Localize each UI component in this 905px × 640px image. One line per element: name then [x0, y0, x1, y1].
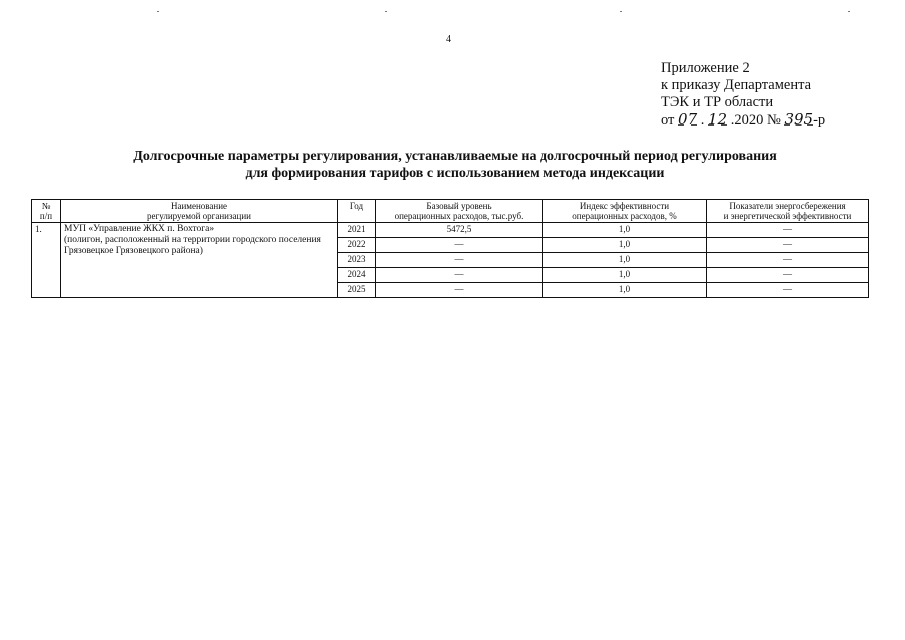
efficiency-index-cell: 1,0	[543, 268, 707, 283]
document-title	[60, 148, 850, 182]
header-base-level	[376, 200, 543, 223]
appendix-line3: ТЭК и ТР области	[661, 94, 774, 110]
scan-mark	[157, 11, 159, 12]
year-cell: 2025	[338, 283, 376, 298]
scan-mark	[385, 11, 387, 12]
header-index-line1: Индекс эффективности	[579, 201, 670, 211]
page-number: 4	[446, 34, 451, 45]
header-organization	[61, 200, 338, 223]
base-level-cell: —	[376, 268, 543, 283]
header-organization-line1: Наименование	[170, 201, 228, 211]
appendix-line1: Приложение 2	[661, 60, 750, 76]
title-line1: Долгосрочные параметры регулирования, устанавливаемые на долгосрочный период регулирования	[133, 149, 777, 164]
date-sep1: .	[697, 112, 708, 128]
organization-name-line1: МУП «Управление ЖКХ п. Вохтога»	[64, 224, 215, 234]
header-number-line2: п/п	[39, 211, 53, 221]
table-row	[32, 223, 869, 238]
energy-indicator-cell: —	[707, 223, 869, 238]
table-header-row	[32, 200, 869, 223]
order-month: 12	[708, 110, 728, 128]
energy-indicator-cell: —	[707, 238, 869, 253]
efficiency-index-cell: 1,0	[543, 238, 707, 253]
energy-indicator-cell: —	[707, 268, 869, 283]
efficiency-index-cell: 1,0	[543, 223, 707, 238]
date-prefix: от	[661, 112, 679, 128]
organization-name-line2: (полигон, расположенный на территории городского поселения Грязовецкое Грязовецкого района)	[64, 235, 321, 256]
base-level-cell: —	[376, 253, 543, 268]
scan-mark	[620, 11, 622, 12]
appendix-line2: к приказу Департамента	[661, 77, 812, 93]
efficiency-index-cell: 1,0	[543, 253, 707, 268]
base-level-cell: 5472,5	[376, 223, 543, 238]
year-cell: 2023	[338, 253, 376, 268]
header-base-line1: Базовый уровень	[426, 201, 492, 211]
order-day: 07	[678, 110, 698, 128]
header-index-line2: операционных расходов, %	[572, 211, 677, 221]
title-line2: для формирования тарифов с использованием метода индексации	[245, 166, 665, 181]
energy-indicator-cell: —	[707, 283, 869, 298]
order-number: 395	[784, 110, 814, 128]
efficiency-index-cell: 1,0	[543, 283, 707, 298]
appendix-header	[661, 60, 825, 129]
base-level-cell: —	[376, 238, 543, 253]
parameters-table	[31, 199, 869, 298]
order-suffix: -р	[813, 112, 826, 128]
date-sep2: .2020 №	[727, 112, 785, 128]
header-number-line1: №	[41, 201, 51, 211]
header-base-line2: операционных расходов, тыс.руб.	[394, 211, 524, 221]
header-efficiency-index	[543, 200, 707, 223]
header-year-label: Год	[349, 201, 364, 211]
header-energy-line2: и энергетической эффективности	[723, 211, 852, 221]
year-cell: 2021	[338, 223, 376, 238]
row-number: 1.	[32, 223, 61, 298]
year-cell: 2022	[338, 238, 376, 253]
base-level-cell: —	[376, 283, 543, 298]
header-year	[338, 200, 376, 223]
energy-indicator-cell: —	[707, 253, 869, 268]
organization-name	[61, 223, 338, 298]
header-organization-line2: регулируемой организации	[147, 211, 251, 221]
year-cell: 2024	[338, 268, 376, 283]
scan-mark	[848, 11, 850, 12]
appendix-date-line	[661, 111, 825, 129]
header-energy-line1: Показатели энергосбережения	[729, 201, 846, 211]
header-number	[32, 200, 61, 223]
header-energy-indicators	[707, 200, 869, 223]
